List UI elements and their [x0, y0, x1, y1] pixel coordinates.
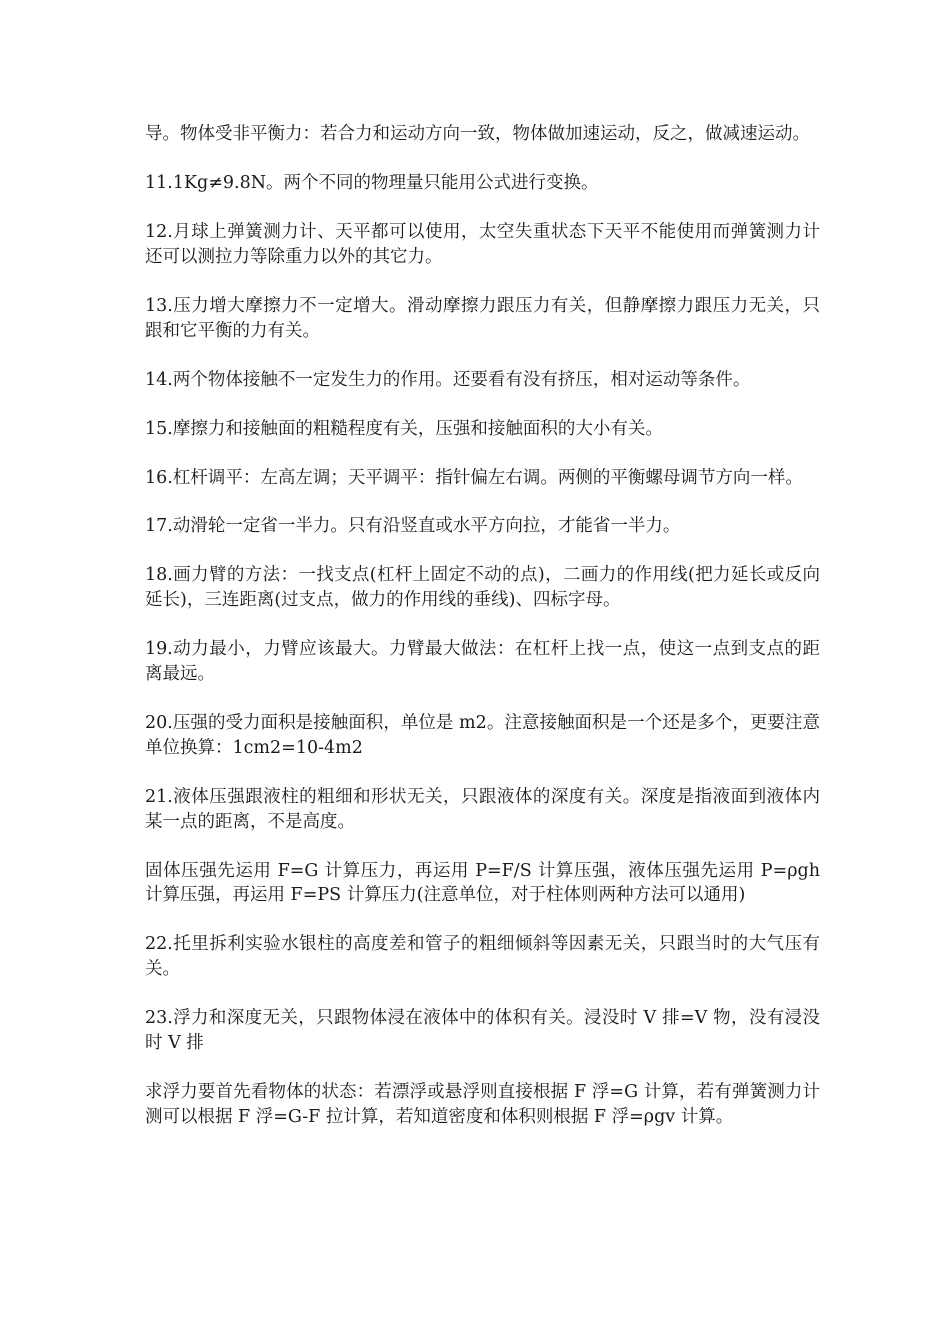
paragraph-item-22: 22.托里拆利实验水银柱的高度差和管子的粗细倾斜等因素无关，只跟当时的大气压有关。 — [145, 934, 820, 980]
paragraph-pressure-method: 固体压强先运用 F=G 计算压力，再运用 P=F/S 计算压强，液体压强先运用 P=ρgh 计算压强，再运用 F=PS 计算压力(注意单位，对于柱体则两种方法可以通用) — [145, 860, 820, 906]
paragraph-item-16: 16.杠杆调平：左高左调；天平调平：指针偏左右调。两侧的平衡螺母调节方向一样。 — [145, 467, 803, 488]
paragraph-item-11: 11.1Kg≠9.8N。两个不同的物理量只能用公式进行变换。 — [145, 172, 599, 193]
paragraph-item-17: 17.动滑轮一定省一半力。只有沿竖直或水平方向拉，才能省一半力。 — [145, 516, 681, 537]
paragraph-item-18: 18.画力臂的方法：一找支点(杠杆上固定不动的点)，二画力的作用线(把力延长或反向延长)，三连距离(过支点，做力的作用线的垂线)、四标字母。 — [145, 565, 820, 611]
paragraph-item-14: 14.两个物体接触不一定发生力的作用。还要看有没有挤压，相对运动等条件。 — [145, 369, 751, 390]
paragraph-item-15: 15.摩擦力和接触面的粗糙程度有关，压强和接触面积的大小有关。 — [145, 418, 663, 439]
document-page — [145, 122, 820, 1154]
paragraph-item-12: 12.月球上弹簧测力计、天平都可以使用，太空失重状态下天平不能使用而弹簧测力计还可以测拉力等除重力以外的其它力。 — [145, 221, 820, 267]
paragraph-item-20: 20.压强的受力面积是接触面积，单位是 m2。注意接触面积是一个还是多个，更要注意单位换算：1cm2=10-4m2 — [145, 713, 820, 758]
paragraph-buoyancy-method: 求浮力要首先看物体的状态：若漂浮或悬浮则直接根据 F 浮=G 计算，若有弹簧测力计测可以根据 F 浮=G-F 拉计算，若知道密度和体积则根据 F 浮=ρgv 计算。 — [145, 1081, 820, 1127]
paragraph-item-19: 19.动力最小，力臂应该最大。力臂最大做法：在杠杆上找一点，使这一点到支点的距离最远。 — [145, 639, 820, 685]
paragraph-item-23: 23.浮力和深度无关，只跟物体浸在液体中的体积有关。浸没时 V 排=V 物，没有浸没时 V 排 — [145, 1008, 820, 1053]
paragraph-item-13: 13.压力增大摩擦力不一定增大。滑动摩擦力跟压力有关，但静摩擦力跟压力无关，只跟和它平衡的力有关。 — [145, 295, 820, 341]
paragraph-item-21: 21.液体压强跟液柱的粗细和形状无关，只跟液体的深度有关。深度是指液面到液体内某一点的距离，不是高度。 — [145, 786, 820, 832]
paragraph-continuation: 导。物体受非平衡力：若合力和运动方向一致，物体做加速运动，反之，做减速运动。 — [145, 124, 810, 144]
